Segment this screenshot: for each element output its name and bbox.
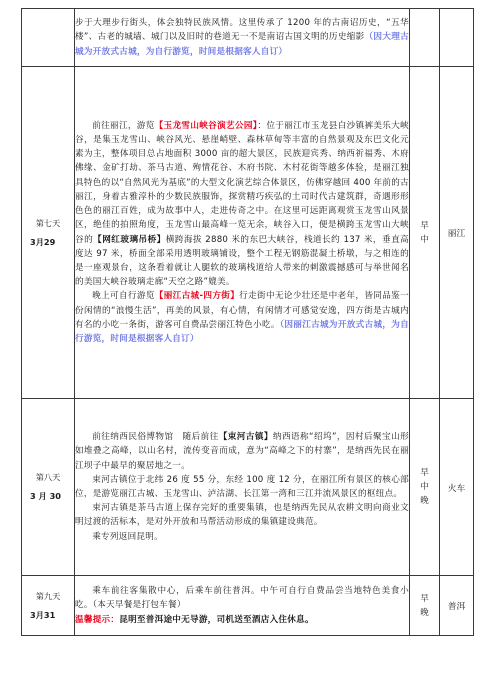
itinerary-paragraph <box>75 430 409 473</box>
meal-label: 晚 <box>420 607 429 618</box>
day-cell <box>22 576 75 636</box>
day-label: 第八天 <box>35 472 61 482</box>
hotel-cell <box>440 9 474 67</box>
day-label: 第九天 <box>35 590 61 601</box>
text-span: 行走街中无论少壮还是中老年，皆同品鉴一份闲情的“浪慢生活”，再美的风景，有心情，有闲情才可感觉安逸，四方街是古城内有名的小吃一条街，游客可自费品尝丽江特色小吃。 <box>75 291 409 330</box>
hotel-label: 普洱 <box>447 602 466 612</box>
day-row <box>22 67 474 399</box>
meal-cell <box>410 67 440 399</box>
text-span: 昆明至普洱途中无导游，司机送至酒店入住休息。 <box>119 614 314 625</box>
text-span: 【束河古镇】 <box>218 432 273 443</box>
text-span: 束河古镇位于北纬 26 度 55 分，东经 100 度 12 分，在丽江所有景区的核心部位，是游览丽江古城、玉龙雪山、泸沽湖、长江第一湾和三江并流风景区的枢纽点。 <box>75 474 409 499</box>
meal-cell <box>410 399 440 576</box>
itinerary-paragraph <box>75 613 409 627</box>
text-span: 乘专列返回昆明。 <box>92 531 163 542</box>
date-label: 3 月 30 <box>30 491 61 501</box>
hotel-cell <box>440 67 474 399</box>
date-label: 3月31 <box>30 609 56 620</box>
meal-label: 早 <box>420 593 429 604</box>
day-cell <box>22 67 75 399</box>
text-span: 晚上可自行游览 <box>92 291 155 302</box>
text-span: ：位于丽江市玉龙县白沙镇裤美乐大峡谷，是集玉龙雪山、峡谷风光、悬崖峭壁、森林草甸等丰富的自然景观及东巴文化元素为主，整体项目总占地面积 3000 亩的超大景区，民族迎宾秀、纳西祈福秀、木府佛缘、金矿打劫、茶马古道、殉情花谷、木府书院、木村花街等越多体验，是丽江独具特色的以“自然风光为基底”的大型文化演艺综合体景区，仿佛穿越回 400 年前的古丽江，身着古雅淳朴的少数民族服饰，探赏精巧疾弘的土司时代古建筑群，奇遇形形色色的丽江百姓，成为故事中人，走进传奇之中。在这里可远距离观赏玉龙雪山风景区，绝佳的拍照角度，玉龙雪山最高峰一览无余，峡谷入口，便是横跨玉龙雪山大峡谷的 <box>75 120 409 245</box>
text-span: 温馨提示： <box>75 614 120 625</box>
hotel-cell <box>440 399 474 576</box>
itinerary-paragraph <box>75 584 409 612</box>
day-row <box>22 576 474 636</box>
itinerary-paragraph <box>75 530 409 544</box>
meal-label: 早 <box>420 468 429 478</box>
meal-label: 晚 <box>420 496 429 506</box>
meal-cell <box>410 576 440 636</box>
text-span: 【丽江古城-四方街】 <box>154 291 240 302</box>
itinerary-content-cell <box>75 399 410 576</box>
text-span: 步于大理步行街头，体会独特民族风情。这里传承了 1200 年的古南诏历史，“五华楼”、古老的城墙、城门以及旧时的巷道无一不是南诏古国文明的历史缩影 <box>75 18 409 43</box>
meal-label: 中 <box>420 482 429 492</box>
text-span: 前往丽江，游览 <box>92 120 155 131</box>
hotel-cell <box>440 576 474 636</box>
text-span: 纳西语称“绍坞”，因村后聚宝山形如堆叠之高峰，以山名村，流传变音而成，意为“高峰之下的村寨”，是纳西先民在丽江坝子中最早的聚居地之一。 <box>75 432 409 471</box>
itinerary-table <box>21 8 474 636</box>
day-row <box>22 399 474 576</box>
itinerary-content-cell <box>75 576 410 636</box>
text-span: 束河古镇是茶马古道上保存完好的重要集镇，也是纳西先民从农耕文明向商业文明过渡的活标本，是对外开放和马帮活动形成的集镇建设典范。 <box>75 503 409 528</box>
itinerary-paragraph <box>75 16 409 59</box>
day-cell <box>22 399 75 576</box>
itinerary-content-cell <box>75 67 410 399</box>
text-span: （因大理古城为开放式古城，为自行游览，时间是根据客人自订） <box>75 32 409 57</box>
text-span: 横跨海拔 2880 米的东巴大峡谷，栈道长约 137 米，垂直高度达 97 米，桥面全部采用透明玻璃铺设，整个工程无钢筋混凝土桥墩，与之相连的是一座观景台，这条看着就让人腿软的玻璃栈道给人带来的刺激震撼感可与举世闻名的美国大峡谷玻璃走廊“天空之路”媲美。 <box>75 234 409 288</box>
meal-label: 早 <box>420 220 429 231</box>
text-span: 乘车前往客集散中心，后乘车前往普洱。中午可自行自费品尝当地特色美食小吃。（本天早餐是打包车餐） <box>75 586 409 611</box>
itinerary-paragraph <box>75 501 409 529</box>
itinerary-paragraph <box>75 119 409 289</box>
itinerary-paragraph <box>75 289 409 346</box>
day-cell <box>22 9 75 67</box>
meal-cell <box>410 9 440 67</box>
day-label: 第七天 <box>35 217 61 228</box>
text-span: 【网红玻璃吊桥】 <box>93 234 166 245</box>
meal-label: 中 <box>420 234 429 245</box>
date-label: 3月29 <box>30 236 56 247</box>
hotel-label: 丽江 <box>447 229 466 239</box>
itinerary-paragraph <box>75 473 409 501</box>
text-span: 【玉龙雪山峡谷演艺公园】 <box>154 120 258 131</box>
itinerary-body <box>22 9 474 636</box>
text-span: 前往纳西民俗博物馆 随后前往 <box>92 432 219 443</box>
text-span: （因丽江古城为开放式古城，为自行游览，时间是根据客人自订） <box>75 319 409 344</box>
hotel-label: 火车 <box>447 483 466 494</box>
itinerary-content-cell <box>75 9 410 67</box>
day-row <box>22 9 474 67</box>
